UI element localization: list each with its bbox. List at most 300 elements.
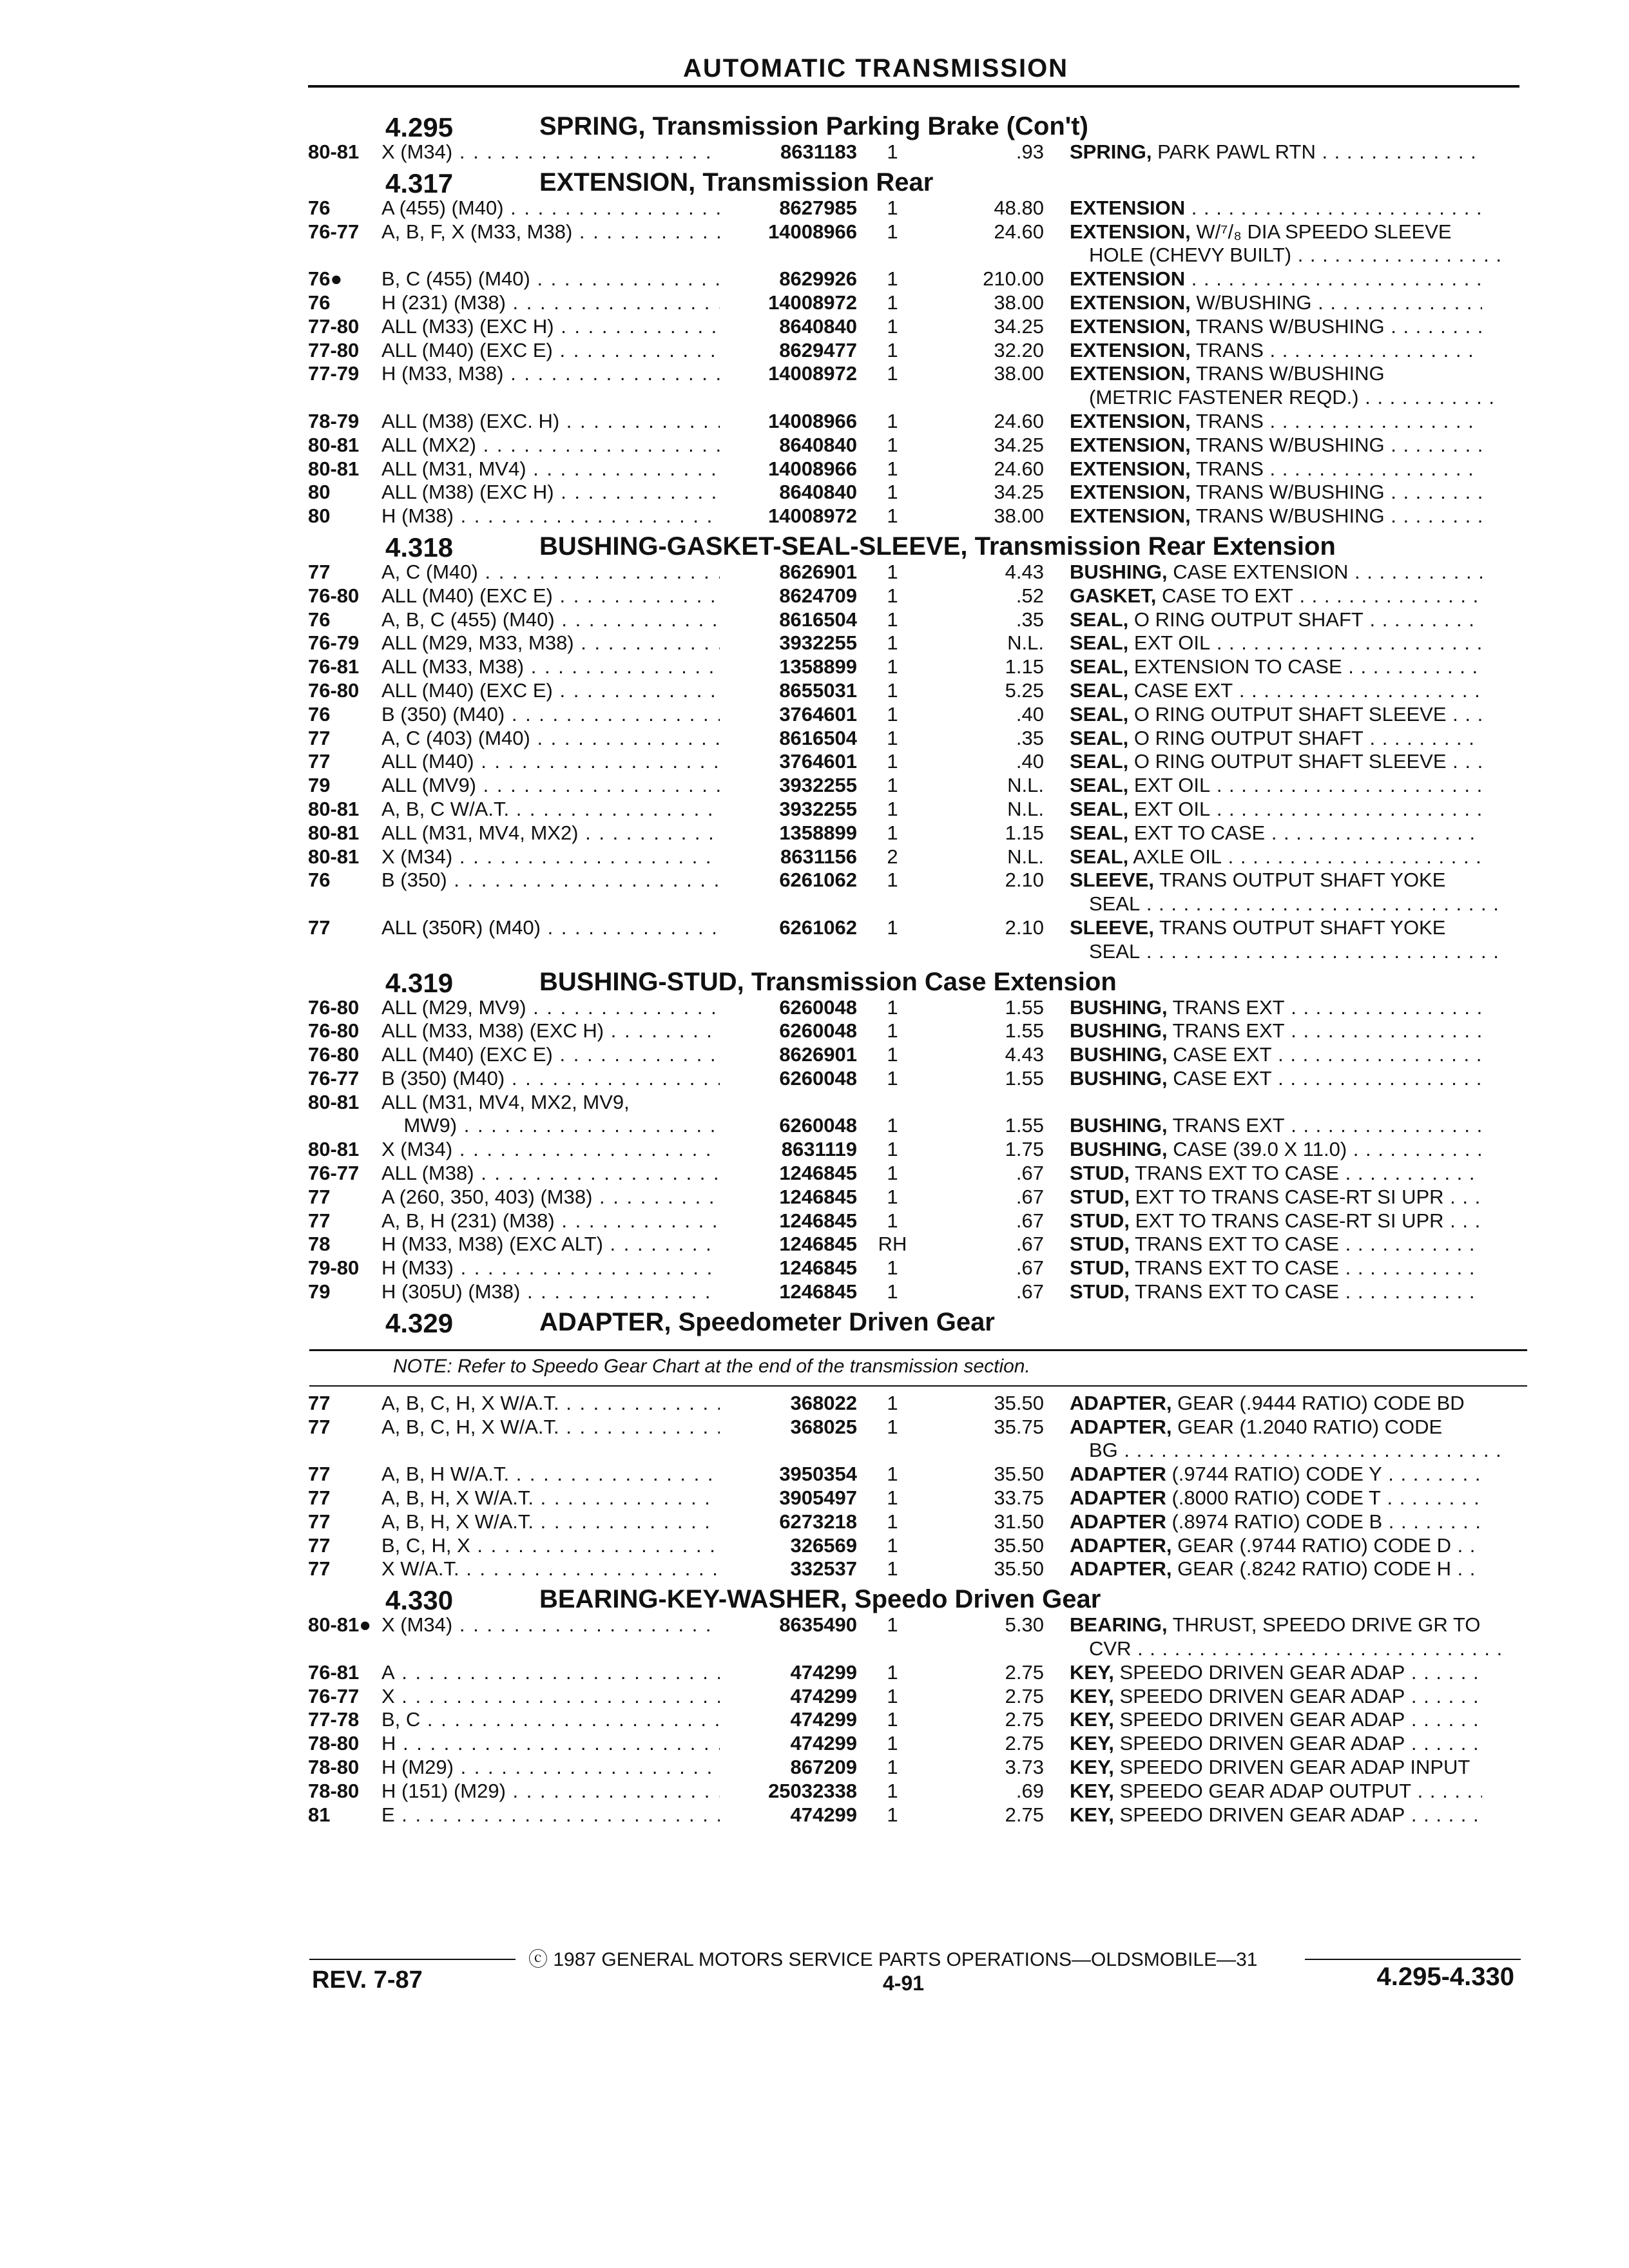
application: X . . . [381, 1685, 720, 1709]
part-row [303, 1486, 1527, 1510]
quantity: 1 [887, 797, 898, 820]
quantity: 1 [887, 140, 898, 163]
price: 2.75 [1005, 1684, 1044, 1707]
description [1070, 584, 1482, 608]
description [1070, 655, 1482, 679]
price: 35.50 [994, 1557, 1044, 1581]
part-row [303, 140, 1527, 164]
part-number: 1246845 [779, 1209, 857, 1232]
description-noun: BUSHING, [1070, 560, 1168, 583]
price: 34.25 [994, 481, 1044, 504]
description-text: CASE EXT . . . [1128, 679, 1482, 702]
part-row [303, 845, 1527, 869]
model-years: 77 [308, 916, 331, 939]
quantity: RH [878, 1233, 907, 1256]
part-number: 8629477 [779, 338, 857, 361]
description-text: O RING OUTPUT SHAFT . . . [1128, 727, 1482, 749]
part-row [303, 798, 1527, 822]
model-years: 77 [308, 1209, 331, 1232]
description-text: (METRIC FASTENER REQD.) . . . [1089, 386, 1501, 408]
part-row [303, 315, 1527, 339]
section-number: 4.330 [385, 1585, 454, 1616]
part-number: 474299 [790, 1660, 857, 1684]
description [1070, 1392, 1482, 1416]
application: B (350) (M40) . . . [381, 1067, 720, 1091]
part-row [303, 1162, 1527, 1186]
description-text: HOLE (CHEVY BUILT) . . . [1089, 244, 1501, 266]
price: 24.60 [994, 220, 1044, 243]
description-text: GEAR (.8242 RATIO) CODE H . . . [1171, 1557, 1482, 1580]
part-row [303, 774, 1527, 798]
part-row [303, 727, 1527, 751]
price: .93 [1016, 140, 1044, 163]
quantity: 1 [887, 774, 898, 797]
model-years: 76-81 [308, 1660, 360, 1684]
quantity: 2 [887, 845, 898, 868]
description-noun: SEAL, [1070, 678, 1129, 702]
price: .67 [1016, 1209, 1044, 1232]
model-years: 77-79 [308, 362, 360, 385]
description [1070, 291, 1482, 315]
quantity: 1 [887, 1803, 898, 1826]
description-text: SPEEDO DRIVEN GEAR ADAP . . . [1114, 1732, 1482, 1754]
part-number: 8616504 [779, 608, 857, 631]
description [1070, 1756, 1482, 1780]
quantity: 1 [887, 1732, 898, 1755]
description [1070, 315, 1482, 339]
model-years: 79-80 [308, 1256, 360, 1280]
description [1070, 1138, 1482, 1162]
price: N.L. [1007, 774, 1044, 797]
section-number: 4.319 [385, 967, 454, 998]
section-title: ADAPTER, Speedometer Driven Gear [539, 1307, 995, 1336]
quantity: 1 [887, 1557, 898, 1581]
model-years: 76-80 [308, 995, 360, 1019]
description-text: (.8000 RATIO) CODE T . . . [1166, 1486, 1482, 1509]
part-row [303, 362, 1527, 386]
description [1070, 1685, 1482, 1709]
part-number: 8631183 [780, 140, 857, 163]
description-noun: STUD, [1070, 1209, 1130, 1232]
description-text: O RING OUTPUT SHAFT . . . [1128, 608, 1482, 631]
description-text: W/⁷/₈ DIA SPEEDO SLEEVE [1190, 220, 1452, 243]
part-row [303, 1732, 1527, 1756]
application: H (151) (M29) . . . [381, 1780, 720, 1803]
description-text: TRANS EXT TO CASE . . . [1130, 1256, 1482, 1279]
model-years: 78-80 [308, 1779, 360, 1802]
part-number: 14008966 [768, 457, 857, 480]
description-noun: GASKET, [1070, 584, 1157, 607]
part-row [303, 1756, 1527, 1780]
description-noun: SEAL, [1070, 774, 1129, 797]
part-row [303, 291, 1527, 315]
part-number: 14008972 [768, 291, 857, 314]
description-text: SPEEDO DRIVEN GEAR ADAP . . . [1114, 1708, 1482, 1731]
part-number: 8629926 [779, 267, 857, 291]
description-text: SPEEDO GEAR ADAP OUTPUT . . . [1114, 1780, 1482, 1802]
price: 48.80 [994, 196, 1044, 219]
quantity: 1 [887, 291, 898, 314]
price: 1.15 [1005, 655, 1044, 678]
application: ALL (M29, MV9) . . . [381, 996, 720, 1020]
application: H (M33, M38) (EXC ALT) . . . [381, 1233, 720, 1256]
application: ALL (M33, M38) . . . [381, 655, 720, 679]
application: ALL (M40) (EXC E) . . . [381, 1043, 720, 1067]
description-noun: STUD, [1070, 1185, 1130, 1208]
description-text: CASE EXTENSION . . . [1168, 561, 1482, 583]
description [1070, 703, 1482, 727]
description [1070, 410, 1482, 434]
part-row [303, 1114, 1527, 1138]
part-row [303, 1510, 1527, 1534]
part-number: 8640840 [779, 314, 857, 338]
description-text: GEAR (1.2040 RATIO) CODE [1171, 1415, 1443, 1438]
model-years: 77 [308, 1557, 331, 1581]
part-number: 1358899 [779, 655, 857, 678]
part-number: 474299 [790, 1803, 857, 1826]
price: .67 [1016, 1256, 1044, 1280]
quantity: 1 [887, 1019, 898, 1043]
quantity: 1 [887, 1138, 898, 1161]
section-title: BUSHING-STUD, Transmission Case Extension [539, 967, 1117, 996]
part-number: 1246845 [779, 1233, 857, 1256]
part-row [303, 1613, 1527, 1637]
price: 38.00 [994, 291, 1044, 314]
quantity: 1 [887, 655, 898, 678]
part-number: 474299 [790, 1732, 857, 1755]
part-number: 14008972 [768, 505, 857, 528]
description-text: AXLE OIL . . . [1128, 845, 1482, 868]
description [1070, 1209, 1482, 1233]
price: 35.50 [994, 1391, 1044, 1414]
part-row [303, 1280, 1527, 1304]
price: 5.25 [1005, 678, 1044, 702]
description-noun: SLEEVE, [1070, 869, 1154, 892]
model-years: 76 [308, 291, 331, 314]
part-row [303, 1439, 1527, 1463]
model-years: 80-81 [308, 821, 360, 844]
model-years: 80-81 [308, 1138, 360, 1161]
description [1070, 1186, 1482, 1209]
price: 1.15 [1005, 821, 1044, 844]
header-rule [308, 85, 1519, 88]
description-noun: KEY, [1070, 1779, 1114, 1802]
price: 2.75 [1005, 1732, 1044, 1755]
footer-revision: REV. 7-87 [312, 1966, 423, 1994]
part-number: 3932255 [779, 631, 857, 655]
quantity: 1 [887, 1486, 898, 1510]
part-number: 8626901 [779, 1043, 857, 1066]
description-noun: EXTENSION [1070, 196, 1186, 219]
part-number: 14008966 [768, 220, 857, 243]
description [1070, 1803, 1482, 1827]
price: .40 [1016, 750, 1044, 773]
model-years: 76-80 [308, 1043, 360, 1066]
model-years: 76-80 [308, 678, 360, 702]
price: .40 [1016, 702, 1044, 726]
description-noun: ADAPTER, [1070, 1415, 1172, 1438]
part-row [303, 996, 1527, 1020]
description-noun: ADAPTER, [1070, 1391, 1172, 1414]
application: B, C . . . [381, 1708, 720, 1732]
model-years: 76-77 [308, 1066, 360, 1090]
description-text: EXT OIL . . . [1128, 774, 1482, 796]
description-noun: STUD, [1070, 1162, 1130, 1185]
description [1070, 339, 1482, 363]
quantity: 1 [887, 995, 898, 1019]
part-number: 3932255 [779, 774, 857, 797]
description-noun: SEAL, [1070, 608, 1129, 631]
application: A, B, H, X W/A.T. . . . [381, 1486, 720, 1510]
description [1070, 197, 1482, 220]
part-row [303, 244, 1527, 267]
description-text: EXT OIL . . . [1128, 631, 1482, 654]
application: B, C, H, X . . . [381, 1534, 720, 1558]
quantity: 1 [887, 1756, 898, 1779]
part-row [303, 386, 1527, 410]
quantity: 1 [887, 608, 898, 631]
description-text: TRANS W/BUSHING . . . [1191, 434, 1482, 456]
description-text: TRANS EXT . . . [1168, 1019, 1482, 1042]
description-noun: ADAPTER, [1070, 1533, 1172, 1557]
description-text: SPEEDO DRIVEN GEAR ADAP INPUT [1113, 1756, 1470, 1779]
description-text: TRANS . . . [1191, 457, 1482, 480]
description-noun: ADAPTER [1070, 1486, 1166, 1510]
description [1070, 1416, 1482, 1439]
model-years: 78-80 [308, 1732, 360, 1755]
part-row [303, 1780, 1527, 1803]
description [1070, 1233, 1482, 1256]
description [1070, 220, 1482, 244]
description-text: CASE EXT . . . [1168, 1043, 1482, 1066]
description [1070, 481, 1482, 505]
model-years: 76 [308, 702, 331, 726]
quantity: 1 [887, 916, 898, 939]
description-text: EXT OIL . . . [1128, 798, 1482, 820]
application: A, B, H W/A.T. . . . [381, 1463, 720, 1486]
description [1070, 750, 1482, 774]
model-years: 76-80 [308, 1019, 360, 1043]
description-text: O RING OUTPUT SHAFT SLEEVE . . . [1128, 750, 1482, 773]
price: 2.10 [1005, 916, 1044, 939]
application: H . . . [381, 1732, 720, 1756]
model-years: 79 [308, 774, 331, 797]
quantity: 1 [887, 1779, 898, 1802]
description [1070, 1256, 1482, 1280]
price: 2.75 [1005, 1803, 1044, 1826]
application: X (M34) . . . [381, 140, 720, 164]
model-years: 76-81 [308, 655, 360, 678]
part-number: 1246845 [779, 1162, 857, 1185]
quantity: 1 [887, 1043, 898, 1066]
application: A (260, 350, 403) (M38) . . . [381, 1186, 720, 1209]
model-years: 77-80 [308, 314, 360, 338]
description-noun: ADAPTER [1070, 1510, 1166, 1533]
description [1070, 608, 1482, 632]
description-text: CASE EXT . . . [1168, 1067, 1482, 1090]
application: MW9) . . . [381, 1114, 720, 1138]
description-text: TRANS W/BUSHING . . . [1191, 481, 1482, 503]
description [1070, 892, 1501, 916]
part-row [303, 1803, 1527, 1827]
description-noun: ADAPTER [1070, 1463, 1166, 1486]
application: ALL (M40) (EXC E) . . . [381, 339, 720, 363]
description-noun: KEY, [1070, 1708, 1114, 1731]
model-years: 78 [308, 1233, 331, 1256]
application: A, B, F, X (M33, M38) . . . [381, 220, 720, 244]
description [1070, 1661, 1482, 1685]
model-years: 80 [308, 481, 331, 504]
description [1070, 1463, 1482, 1486]
part-number: 3905497 [779, 1486, 857, 1510]
model-years: 80-81 [308, 457, 360, 480]
model-years: 76 [308, 196, 331, 219]
description-text: SPEEDO DRIVEN GEAR ADAP . . . [1114, 1661, 1482, 1684]
price: 38.00 [994, 362, 1044, 385]
application: X (M34) . . . [381, 845, 720, 869]
application: ALL (M40) (EXC E) . . . [381, 679, 720, 703]
part-row [303, 1392, 1527, 1416]
quantity: 1 [887, 584, 898, 607]
description [1070, 386, 1501, 410]
description-noun: SEAL, [1070, 845, 1129, 868]
price: .35 [1016, 726, 1044, 749]
application: H (M29) . . . [381, 1756, 720, 1780]
model-years: 77 [308, 1391, 331, 1414]
description-noun: BUSHING, [1070, 1114, 1168, 1137]
model-years: 80-81 [308, 797, 360, 820]
description-noun: BUSHING, [1070, 1066, 1168, 1090]
section-heading [303, 964, 1527, 996]
description-noun: EXTENSION, [1070, 505, 1191, 528]
description [1070, 869, 1482, 892]
section-note [303, 1336, 1527, 1392]
description-text [1185, 267, 1482, 290]
part-row [303, 1637, 1527, 1661]
description-text: CASE (39.0 X 11.0) . . . [1168, 1138, 1482, 1160]
part-number: 8631156 [780, 845, 857, 868]
price: N.L. [1007, 845, 1044, 868]
description-noun: EXTENSION, [1070, 291, 1191, 314]
part-row [303, 1685, 1527, 1709]
footer-rule-right [1305, 1959, 1521, 1960]
price: 32.20 [994, 338, 1044, 361]
price: 35.50 [994, 1533, 1044, 1557]
model-years: 77 [308, 726, 331, 749]
description-text: THRUST, SPEEDO DRIVE GR TO [1167, 1613, 1481, 1637]
application: ALL (MX2) . . . [381, 434, 720, 457]
description-noun: STUD, [1070, 1256, 1130, 1280]
application: A . . . [381, 1661, 720, 1685]
model-years: 76-77 [308, 1162, 360, 1185]
part-row [303, 1019, 1527, 1043]
description-noun: EXTENSION, [1070, 457, 1191, 480]
quantity: 1 [887, 196, 898, 219]
part-row [303, 1043, 1527, 1067]
description-noun: EXTENSION [1070, 267, 1186, 291]
description-text: EXT TO TRANS CASE-RT SI UPR . . . [1130, 1209, 1482, 1232]
quantity: 1 [887, 1391, 898, 1414]
price: 35.75 [994, 1415, 1044, 1438]
description-noun: EXTENSION, [1070, 409, 1191, 432]
description [1070, 940, 1501, 964]
parts-listing [303, 108, 1527, 1827]
application: A, B, H, X W/A.T. . . . [381, 1510, 720, 1534]
quantity: 1 [887, 631, 898, 655]
description [1070, 1708, 1482, 1732]
description-noun: EXTENSION, [1070, 362, 1191, 385]
application: ALL (MV9) . . . [381, 774, 720, 798]
description [1070, 1557, 1482, 1581]
model-years: 77 [308, 1463, 331, 1486]
quantity: 1 [887, 1162, 898, 1185]
note-rule-bottom [309, 1385, 1527, 1387]
price: .67 [1016, 1185, 1044, 1208]
description-noun: SEAL, [1070, 726, 1129, 749]
application: H (231) (M38) . . . [381, 291, 720, 315]
application: A, B, C (455) (M40) . . . [381, 608, 720, 632]
model-years: 78-79 [308, 409, 360, 432]
model-years: 80-81 [308, 433, 360, 456]
quantity: 1 [887, 1708, 898, 1731]
description-text: EXT TO CASE . . . [1128, 822, 1482, 844]
description [1070, 845, 1482, 869]
part-number: 8626901 [779, 560, 857, 583]
application: B (350) (M40) . . . [381, 703, 720, 727]
price: 4.43 [1005, 560, 1044, 583]
description-text: GEAR (.9444 RATIO) CODE BD [1171, 1391, 1465, 1414]
part-row [303, 892, 1527, 916]
description [1070, 1780, 1482, 1803]
section-number: 4.318 [385, 532, 454, 562]
description [1070, 774, 1482, 798]
description [1070, 561, 1482, 584]
price: 34.25 [994, 433, 1044, 456]
description-text: TRANS W/BUSHING . . . [1191, 315, 1482, 338]
description-noun: EXTENSION, [1070, 433, 1191, 456]
price: 24.60 [994, 409, 1044, 432]
part-number: 1358899 [779, 821, 857, 844]
section-title: BUSHING-GASKET-SEAL-SLEEVE, Transmission Rear Extension [539, 532, 1336, 561]
description-text: O RING OUTPUT SHAFT SLEEVE . . . [1128, 703, 1482, 726]
application: H (305U) (M38) . . . [381, 1280, 720, 1304]
application: ALL (M31, MV4, MX2) . . . [381, 822, 720, 845]
application: H (M33, M38) . . . [381, 362, 720, 386]
application: X (M34) . . . [381, 1613, 720, 1637]
part-row [303, 505, 1527, 528]
model-years: 80-81 [308, 1090, 360, 1113]
part-row [303, 481, 1527, 505]
quantity: 1 [887, 220, 898, 243]
description-text: TRANS OUTPUT SHAFT YOKE [1153, 916, 1446, 939]
description [1070, 362, 1482, 386]
description [1070, 1019, 1482, 1043]
part-row [303, 1233, 1527, 1256]
price: 1.55 [1005, 1066, 1044, 1090]
quantity: 1 [887, 1510, 898, 1533]
section-title: SPRING, Transmission Parking Brake (Con't) [539, 112, 1088, 140]
description-text: TRANS OUTPUT SHAFT YOKE [1153, 869, 1446, 892]
part-number: 6260048 [779, 1114, 857, 1137]
part-row [303, 1256, 1527, 1280]
model-years: 77 [308, 560, 331, 583]
description-noun: BUSHING, [1070, 1043, 1168, 1066]
part-number: 867209 [790, 1756, 857, 1779]
quantity: 1 [887, 1066, 898, 1090]
description-text: BG . . . [1089, 1439, 1501, 1461]
application: ALL (M38) (EXC H) . . . [381, 481, 720, 505]
description-text: TRANS EXT . . . [1168, 996, 1482, 1019]
